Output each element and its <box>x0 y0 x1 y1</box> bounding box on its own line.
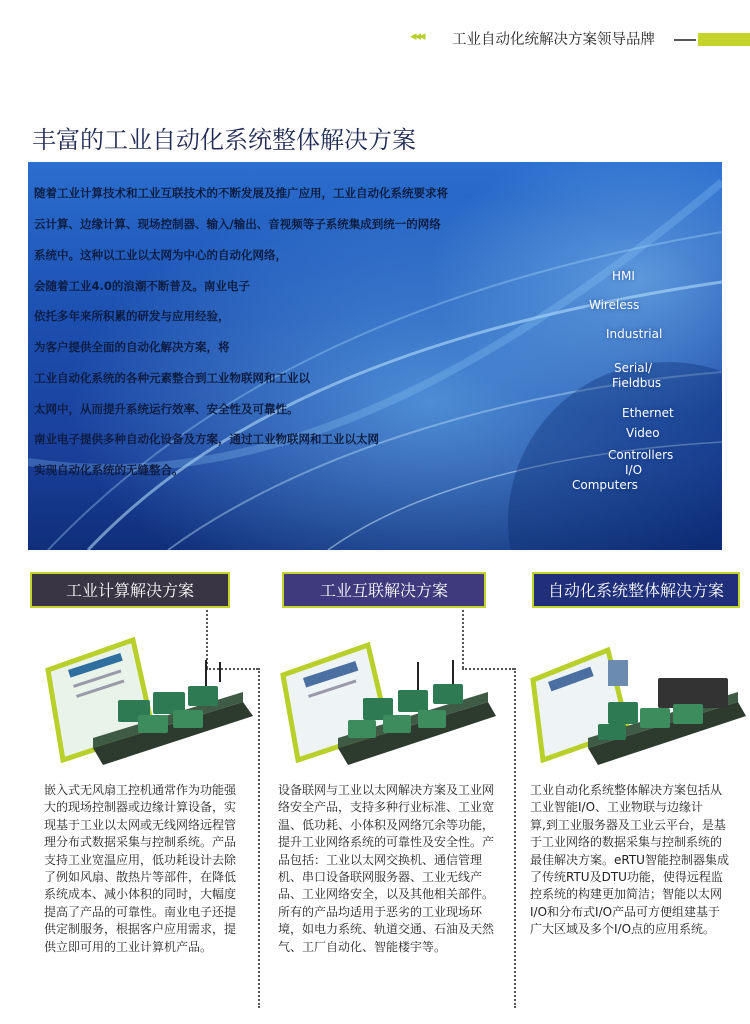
brand-slogan: 工业自动化统解决方案领导品牌 <box>452 32 655 48</box>
desc-line: 机、串口设备联网服务器、工业无线产 <box>278 870 483 885</box>
tech-label-industrial: Industrial <box>606 327 663 341</box>
hero-line: 云计算、边缘计算、现场控制器、输入/输出、音视频等子系统集成到统一的网络 <box>34 217 441 231</box>
desc-line: 境，如电力系统、轨道交通、石油及天然 <box>278 922 495 937</box>
hero-line: 实现自动化系统的无缝整合。 <box>34 463 184 477</box>
hero-line: 系统中。这种以工业以太网为中心的自动化网络， <box>34 248 287 262</box>
desc-line: 供立即可用的工业计算机产品。 <box>44 939 213 954</box>
card-title-industrial-computing: 工业计算解决方案 <box>30 572 230 608</box>
hero-line: 为客户提供全面的自动化解决方案，将 <box>34 340 230 354</box>
chevron-left-icon: ◂◂◂ <box>410 29 424 44</box>
desc-line: 提升工业网络系统的可靠性及安全性。产 <box>278 835 495 850</box>
card-title-automation-system: 自动化系统整体解决方案 <box>532 572 740 608</box>
desc-line: 支持工业宽温应用，低功耗设计去除 <box>44 852 237 867</box>
tech-label-controllers: Controllers <box>608 448 674 462</box>
tech-label-ethernet: Ethernet <box>622 406 674 420</box>
tech-label-hmi: HMI <box>612 269 635 283</box>
desc-line: 了例如风扇、散热片等部件，在降低 <box>44 870 237 885</box>
industrial-network-product-photo <box>278 620 498 770</box>
desc-line: 大的现场控制器或边缘计算设备，实 <box>44 800 237 815</box>
desc-line: 理分布式数据采集与控制系统。产品 <box>44 835 237 850</box>
desc-line: 所有的产品均适用于恶劣的工业现场环 <box>278 904 483 919</box>
desc-line: I/O和分布式I/O产品可方便组建基于 <box>530 904 721 919</box>
desc-line: 工业智能I/O、工业物联与边缘计 <box>530 800 704 815</box>
industrial-computer-product-photo <box>38 620 258 770</box>
tech-label-fieldbus: Fieldbus <box>612 376 662 390</box>
desc-line: 广大区域及多个I/O点的应用系统。 <box>530 922 716 937</box>
tech-label-computers: Computers <box>572 478 638 492</box>
tech-label-io: I/O <box>625 463 643 477</box>
desc-line: 温、低功耗、小体积及网络冗余等功能， <box>278 817 495 832</box>
desc-line: 系统成本、减小体积的同时，大幅度 <box>44 887 237 902</box>
hero-line: 太网中，从而提升系统运行效率、安全性及可靠性。 <box>34 402 299 416</box>
top-brand-banner <box>410 28 750 52</box>
card-description-automation-system <box>530 782 742 939</box>
hero-line: 随着工业计算技术和工业互联技术的不断发展及推广应用，工业自动化系统要求将 <box>34 186 448 200</box>
tech-label-serial: Serial/ <box>614 361 652 375</box>
desc-line: 提高了产品的可靠性。南业电子还提 <box>44 904 237 919</box>
divider <box>674 39 696 41</box>
desc-line: 嵌入式无风扇工控机通常作为功能强 <box>44 783 237 797</box>
page-title: 丰富的工业自动化系统整体解决方案 <box>32 126 416 154</box>
desc-line: 了传统RTU及DTU功能，使得远程监 <box>530 870 723 885</box>
desc-line: 气、工厂自动化、智能楼宇等。 <box>278 939 447 954</box>
desc-line: 设备联网与工业以太网解决方案及工业网 <box>278 783 495 797</box>
desc-line: 络安全产品，支持多种行业标准、工业宽 <box>278 800 495 815</box>
hero-line: 依托多年来所积累的研发与应用经验， <box>34 309 230 323</box>
accent-bar <box>698 33 750 46</box>
card-description-industrial-computing <box>44 782 258 956</box>
tech-label-wireless: Wireless <box>589 298 640 312</box>
desc-line: 算,到工业服务器及工业云平台，是基 <box>530 817 726 832</box>
desc-line: 供定制服务，根据客户应用需求，提 <box>44 922 237 937</box>
tech-label-video: Video <box>626 426 660 440</box>
hero-line: 会随着工业4.0的浪潮不断普及。南业电子 <box>34 279 250 293</box>
desc-line: 现基于工业以太网或无线网络远程管 <box>44 817 237 832</box>
connector-line <box>258 668 260 1008</box>
connector-line <box>514 668 516 1008</box>
hero-banner <box>28 162 722 550</box>
hero-line: 南业电子提供多种自动化设备及方案，通过工业物联网和工业以太网 <box>34 432 379 446</box>
automation-system-product-photo <box>528 620 748 770</box>
desc-line: 控系统的构建更加简洁；智能以太网 <box>530 887 723 902</box>
card-title-industrial-networking: 工业互联解决方案 <box>282 572 486 608</box>
card-description-industrial-networking <box>278 782 500 956</box>
desc-line: 品、工业网络安全，以及其他相关部件。 <box>278 887 495 902</box>
desc-line: 于工业网络的数据采集与控制系统的 <box>530 835 723 850</box>
desc-line: 工业自动化系统整体解决方案包括从 <box>530 783 723 797</box>
desc-line: 品包括：工业以太网交换机、通信管理 <box>278 852 483 867</box>
desc-line: 最佳解决方案。eRTU智能控制器集成 <box>530 852 729 867</box>
hero-line: 工业自动化系统的各种元素整合到工业物联网和工业以 <box>34 371 310 385</box>
